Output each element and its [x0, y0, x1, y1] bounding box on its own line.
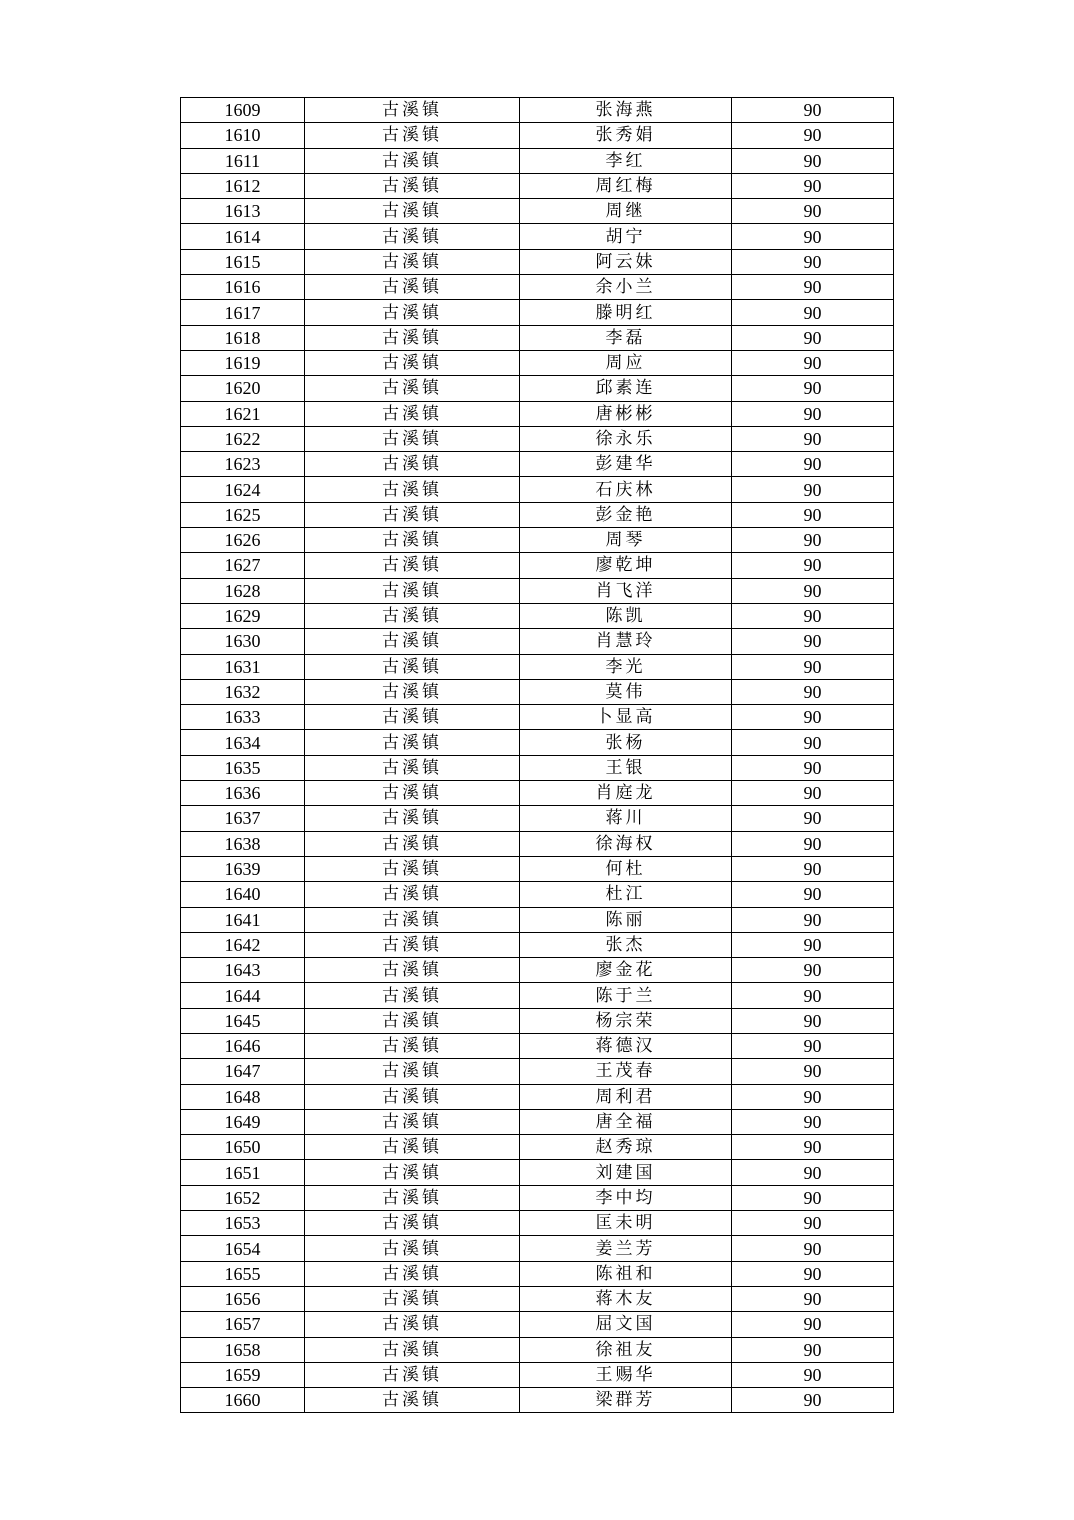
cell-number: 1612 [181, 173, 305, 198]
cell-score: 90 [732, 907, 894, 932]
cell-score: 90 [732, 654, 894, 679]
cell-name: 李红 [520, 148, 732, 173]
cell-score: 90 [732, 300, 894, 325]
cell-score: 90 [732, 249, 894, 274]
table-row [181, 831, 894, 856]
cell-score: 90 [732, 1388, 894, 1413]
cell-town: 古溪镇 [305, 679, 520, 704]
table-row [181, 806, 894, 831]
cell-town: 古溪镇 [305, 755, 520, 780]
cell-number: 1621 [181, 401, 305, 426]
cell-number: 1647 [181, 1059, 305, 1084]
table-row [181, 502, 894, 527]
cell-number: 1651 [181, 1160, 305, 1185]
cell-score: 90 [732, 1185, 894, 1210]
cell-town: 古溪镇 [305, 1337, 520, 1362]
cell-town: 古溪镇 [305, 958, 520, 983]
cell-town: 古溪镇 [305, 224, 520, 249]
cell-town: 古溪镇 [305, 1211, 520, 1236]
table-row [181, 1337, 894, 1362]
cell-number: 1645 [181, 1008, 305, 1033]
cell-town: 古溪镇 [305, 452, 520, 477]
table-row [181, 1211, 894, 1236]
cell-number: 1656 [181, 1286, 305, 1311]
cell-score: 90 [732, 224, 894, 249]
cell-name: 周继 [520, 199, 732, 224]
cell-town: 古溪镇 [305, 831, 520, 856]
cell-score: 90 [732, 1286, 894, 1311]
cell-number: 1615 [181, 249, 305, 274]
table-row [181, 1109, 894, 1134]
cell-score: 90 [732, 173, 894, 198]
table-row [181, 98, 894, 123]
cell-score: 90 [732, 603, 894, 628]
cell-town: 古溪镇 [305, 376, 520, 401]
cell-score: 90 [732, 1236, 894, 1261]
table-row [181, 1362, 894, 1387]
cell-town: 古溪镇 [305, 401, 520, 426]
cell-town: 古溪镇 [305, 1109, 520, 1134]
cell-town: 古溪镇 [305, 123, 520, 148]
cell-score: 90 [732, 1211, 894, 1236]
cell-score: 90 [732, 958, 894, 983]
cell-name: 滕明红 [520, 300, 732, 325]
cell-town: 古溪镇 [305, 477, 520, 502]
cell-number: 1648 [181, 1084, 305, 1109]
table-row [181, 882, 894, 907]
cell-number: 1629 [181, 603, 305, 628]
cell-town: 古溪镇 [305, 603, 520, 628]
cell-score: 90 [732, 1362, 894, 1387]
cell-number: 1640 [181, 882, 305, 907]
cell-name: 蒋德汉 [520, 1033, 732, 1058]
cell-number: 1649 [181, 1109, 305, 1134]
cell-name: 肖飞洋 [520, 578, 732, 603]
cell-name: 彭建华 [520, 452, 732, 477]
cell-name: 李磊 [520, 325, 732, 350]
cell-name: 何杜 [520, 856, 732, 881]
cell-score: 90 [732, 932, 894, 957]
cell-score: 90 [732, 679, 894, 704]
cell-name: 石庆林 [520, 477, 732, 502]
cell-name: 梁群芳 [520, 1388, 732, 1413]
cell-number: 1641 [181, 907, 305, 932]
cell-town: 古溪镇 [305, 1261, 520, 1286]
cell-town: 古溪镇 [305, 199, 520, 224]
table-row [181, 528, 894, 553]
cell-name: 王茂春 [520, 1059, 732, 1084]
cell-number: 1633 [181, 705, 305, 730]
cell-name: 张秀娟 [520, 123, 732, 148]
table-row [181, 856, 894, 881]
cell-score: 90 [732, 1337, 894, 1362]
cell-number: 1659 [181, 1362, 305, 1387]
cell-town: 古溪镇 [305, 325, 520, 350]
cell-town: 古溪镇 [305, 249, 520, 274]
cell-score: 90 [732, 781, 894, 806]
cell-town: 古溪镇 [305, 148, 520, 173]
cell-score: 90 [732, 755, 894, 780]
cell-name: 赵秀琼 [520, 1135, 732, 1160]
cell-town: 古溪镇 [305, 173, 520, 198]
table-row [181, 1286, 894, 1311]
cell-number: 1655 [181, 1261, 305, 1286]
table-row [181, 679, 894, 704]
cell-town: 古溪镇 [305, 730, 520, 755]
table-row [181, 199, 894, 224]
cell-town: 古溪镇 [305, 1135, 520, 1160]
cell-score: 90 [732, 983, 894, 1008]
cell-town: 古溪镇 [305, 350, 520, 375]
cell-number: 1609 [181, 98, 305, 123]
cell-name: 徐祖友 [520, 1337, 732, 1362]
cell-number: 1631 [181, 654, 305, 679]
table-row [181, 1084, 894, 1109]
cell-name: 姜兰芳 [520, 1236, 732, 1261]
table-row [181, 1160, 894, 1185]
cell-name: 周琴 [520, 528, 732, 553]
table-row [181, 603, 894, 628]
table-row [181, 300, 894, 325]
table-row [181, 1135, 894, 1160]
table-row [181, 907, 894, 932]
cell-number: 1620 [181, 376, 305, 401]
table-row [181, 275, 894, 300]
table-row [181, 730, 894, 755]
cell-number: 1618 [181, 325, 305, 350]
cell-score: 90 [732, 578, 894, 603]
cell-score: 90 [732, 1135, 894, 1160]
cell-name: 杨宗荣 [520, 1008, 732, 1033]
cell-name: 陈丽 [520, 907, 732, 932]
cell-number: 1610 [181, 123, 305, 148]
cell-score: 90 [732, 528, 894, 553]
cell-town: 古溪镇 [305, 98, 520, 123]
table-row [181, 1008, 894, 1033]
cell-name: 徐海权 [520, 831, 732, 856]
cell-number: 1650 [181, 1135, 305, 1160]
cell-name: 张海燕 [520, 98, 732, 123]
cell-name: 徐永乐 [520, 426, 732, 451]
cell-number: 1653 [181, 1211, 305, 1236]
table-row [181, 325, 894, 350]
cell-score: 90 [732, 502, 894, 527]
cell-score: 90 [732, 1109, 894, 1134]
cell-number: 1635 [181, 755, 305, 780]
cell-number: 1643 [181, 958, 305, 983]
cell-name: 李中均 [520, 1185, 732, 1210]
cell-name: 阿云妹 [520, 249, 732, 274]
table-row [181, 781, 894, 806]
cell-number: 1638 [181, 831, 305, 856]
cell-score: 90 [732, 477, 894, 502]
cell-score: 90 [732, 831, 894, 856]
cell-score: 90 [732, 426, 894, 451]
cell-name: 蒋川 [520, 806, 732, 831]
cell-name: 周应 [520, 350, 732, 375]
cell-number: 1623 [181, 452, 305, 477]
cell-town: 古溪镇 [305, 1084, 520, 1109]
cell-town: 古溪镇 [305, 1185, 520, 1210]
cell-number: 1646 [181, 1033, 305, 1058]
table-row [181, 452, 894, 477]
cell-name: 匡未明 [520, 1211, 732, 1236]
cell-score: 90 [732, 730, 894, 755]
cell-score: 90 [732, 401, 894, 426]
table-row [181, 578, 894, 603]
cell-number: 1617 [181, 300, 305, 325]
cell-name: 唐彬彬 [520, 401, 732, 426]
table-row [181, 553, 894, 578]
cell-name: 王银 [520, 755, 732, 780]
cell-number: 1654 [181, 1236, 305, 1261]
cell-score: 90 [732, 856, 894, 881]
cell-score: 90 [732, 1059, 894, 1084]
cell-name: 李光 [520, 654, 732, 679]
cell-number: 1632 [181, 679, 305, 704]
table-row [181, 148, 894, 173]
cell-town: 古溪镇 [305, 856, 520, 881]
cell-name: 张杨 [520, 730, 732, 755]
cell-number: 1630 [181, 629, 305, 654]
cell-score: 90 [732, 1160, 894, 1185]
cell-town: 古溪镇 [305, 528, 520, 553]
cell-town: 古溪镇 [305, 1388, 520, 1413]
cell-town: 古溪镇 [305, 1033, 520, 1058]
cell-score: 90 [732, 553, 894, 578]
table-row [181, 958, 894, 983]
cell-number: 1644 [181, 983, 305, 1008]
cell-score: 90 [732, 98, 894, 123]
cell-name: 张杰 [520, 932, 732, 957]
cell-number: 1626 [181, 528, 305, 553]
table-row [181, 1236, 894, 1261]
cell-score: 90 [732, 350, 894, 375]
cell-number: 1625 [181, 502, 305, 527]
cell-score: 90 [732, 1312, 894, 1337]
cell-name: 邱素连 [520, 376, 732, 401]
cell-name: 肖慧玲 [520, 629, 732, 654]
cell-score: 90 [732, 705, 894, 730]
table-row [181, 426, 894, 451]
table-row [181, 173, 894, 198]
cell-score: 90 [732, 123, 894, 148]
cell-town: 古溪镇 [305, 1312, 520, 1337]
cell-score: 90 [732, 199, 894, 224]
cell-score: 90 [732, 325, 894, 350]
table-body [181, 98, 894, 1413]
cell-number: 1642 [181, 932, 305, 957]
cell-town: 古溪镇 [305, 553, 520, 578]
cell-number: 1637 [181, 806, 305, 831]
cell-town: 古溪镇 [305, 806, 520, 831]
cell-town: 古溪镇 [305, 781, 520, 806]
cell-town: 古溪镇 [305, 1008, 520, 1033]
cell-name: 周利君 [520, 1084, 732, 1109]
cell-number: 1616 [181, 275, 305, 300]
cell-number: 1658 [181, 1337, 305, 1362]
cell-town: 古溪镇 [305, 705, 520, 730]
cell-score: 90 [732, 1008, 894, 1033]
cell-name: 莫伟 [520, 679, 732, 704]
cell-name: 刘建国 [520, 1160, 732, 1185]
cell-town: 古溪镇 [305, 1362, 520, 1387]
cell-town: 古溪镇 [305, 1059, 520, 1084]
table-row [181, 1059, 894, 1084]
cell-name: 蒋木友 [520, 1286, 732, 1311]
cell-name: 周红梅 [520, 173, 732, 198]
table-row [181, 224, 894, 249]
cell-score: 90 [732, 806, 894, 831]
cell-town: 古溪镇 [305, 300, 520, 325]
cell-town: 古溪镇 [305, 426, 520, 451]
cell-score: 90 [732, 376, 894, 401]
cell-score: 90 [732, 1033, 894, 1058]
table-row [181, 1312, 894, 1337]
cell-town: 古溪镇 [305, 1160, 520, 1185]
cell-score: 90 [732, 1084, 894, 1109]
cell-score: 90 [732, 148, 894, 173]
cell-number: 1614 [181, 224, 305, 249]
cell-name: 陈祖和 [520, 1261, 732, 1286]
table-row [181, 983, 894, 1008]
cell-score: 90 [732, 1261, 894, 1286]
cell-town: 古溪镇 [305, 1286, 520, 1311]
cell-number: 1628 [181, 578, 305, 603]
table-row [181, 401, 894, 426]
cell-number: 1652 [181, 1185, 305, 1210]
cell-number: 1619 [181, 350, 305, 375]
cell-number: 1660 [181, 1388, 305, 1413]
cell-score: 90 [732, 275, 894, 300]
cell-number: 1657 [181, 1312, 305, 1337]
cell-number: 1634 [181, 730, 305, 755]
table-row [181, 1033, 894, 1058]
table-row [181, 249, 894, 274]
cell-town: 古溪镇 [305, 275, 520, 300]
cell-name: 唐全福 [520, 1109, 732, 1134]
cell-town: 古溪镇 [305, 907, 520, 932]
table-row [181, 705, 894, 730]
cell-name: 廖金花 [520, 958, 732, 983]
cell-name: 彭金艳 [520, 502, 732, 527]
table-row [181, 1185, 894, 1210]
cell-number: 1627 [181, 553, 305, 578]
cell-name: 廖乾坤 [520, 553, 732, 578]
cell-number: 1611 [181, 148, 305, 173]
cell-number: 1636 [181, 781, 305, 806]
cell-town: 古溪镇 [305, 502, 520, 527]
cell-number: 1624 [181, 477, 305, 502]
table-row [181, 629, 894, 654]
cell-name: 肖庭龙 [520, 781, 732, 806]
table-row [181, 1388, 894, 1413]
cell-town: 古溪镇 [305, 578, 520, 603]
cell-number: 1622 [181, 426, 305, 451]
cell-name: 胡宁 [520, 224, 732, 249]
cell-number: 1639 [181, 856, 305, 881]
table-row [181, 654, 894, 679]
table-row [181, 477, 894, 502]
cell-town: 古溪镇 [305, 1236, 520, 1261]
cell-name: 王赐华 [520, 1362, 732, 1387]
cell-score: 90 [732, 452, 894, 477]
cell-town: 古溪镇 [305, 882, 520, 907]
cell-town: 古溪镇 [305, 932, 520, 957]
table-row [181, 1261, 894, 1286]
cell-score: 90 [732, 629, 894, 654]
cell-score: 90 [732, 882, 894, 907]
table-row [181, 376, 894, 401]
cell-town: 古溪镇 [305, 654, 520, 679]
table-row [181, 123, 894, 148]
table-row [181, 755, 894, 780]
table-row [181, 932, 894, 957]
cell-number: 1613 [181, 199, 305, 224]
data-table [180, 97, 894, 1413]
table-row [181, 350, 894, 375]
cell-town: 古溪镇 [305, 629, 520, 654]
cell-name: 余小兰 [520, 275, 732, 300]
cell-town: 古溪镇 [305, 983, 520, 1008]
cell-name: 杜江 [520, 882, 732, 907]
cell-name: 陈凯 [520, 603, 732, 628]
cell-name: 陈于兰 [520, 983, 732, 1008]
cell-name: 卜显高 [520, 705, 732, 730]
cell-name: 屈文国 [520, 1312, 732, 1337]
